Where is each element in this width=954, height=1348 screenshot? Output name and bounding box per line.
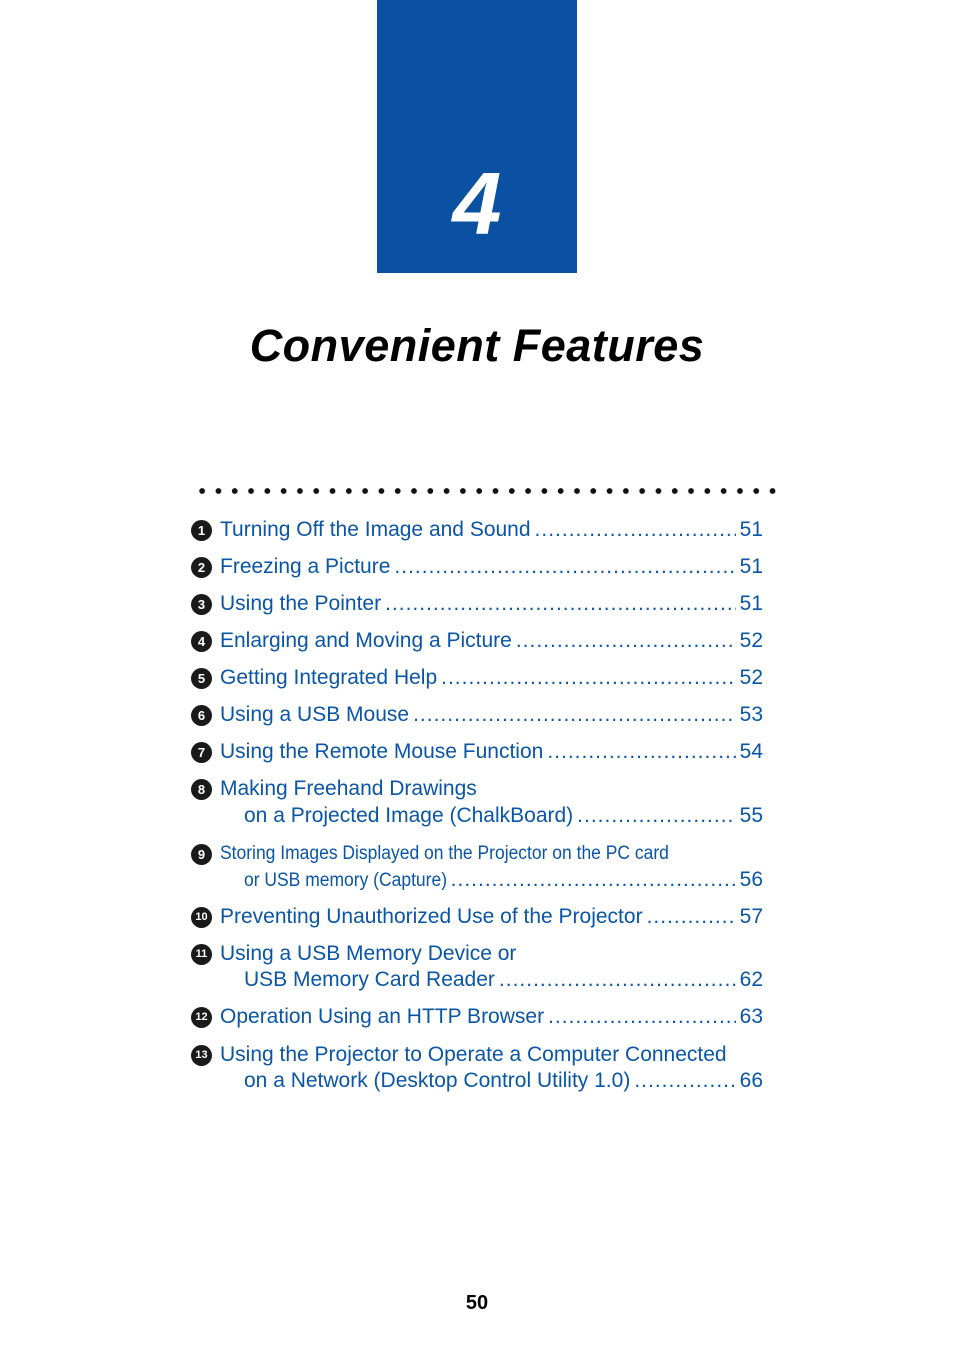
number-bullet-icon: 7 — [191, 742, 212, 763]
toc-entry-title: Storing Images Displayed on the Projector on the PC card — [220, 843, 669, 864]
toc-entry-title-continued: on a Projected Image (ChalkBoard) — [244, 804, 574, 827]
toc-entry-title: Operation Using an HTTP Browser — [220, 1005, 545, 1028]
number-bullet-icon: 5 — [191, 668, 212, 689]
toc-page-number: 63 — [739, 1005, 763, 1028]
toc-entry-title: Using a USB Mouse — [220, 703, 410, 726]
number-bullet-icon: 1 — [191, 520, 212, 541]
toc-entry-title: Using a USB Memory Device or — [220, 942, 517, 965]
number-bullet-icon: 9 — [191, 844, 212, 865]
dot-leader — [547, 739, 735, 765]
toc-page-number: 51 — [739, 555, 763, 578]
toc-page-number: 51 — [739, 518, 763, 541]
number-bullet-icon: 6 — [191, 705, 212, 726]
dot-leader — [516, 628, 736, 654]
toc-page-number: 52 — [739, 666, 763, 689]
toc-entry-title-continued: or USB memory (Capture) — [244, 870, 448, 891]
toc-page-number: 53 — [739, 703, 763, 726]
dot-leader — [441, 665, 736, 691]
number-bullet-icon: 4 — [191, 631, 212, 652]
dot-leader — [634, 1068, 735, 1094]
toc-page-number: 66 — [739, 1069, 763, 1092]
dot-leader — [548, 1004, 736, 1030]
dot-leader — [385, 591, 736, 617]
toc-page-number: 52 — [739, 629, 763, 652]
number-bullet-icon: 11 — [191, 944, 212, 965]
number-bullet-icon: 12 — [191, 1007, 212, 1028]
toc-entry-title: Getting Integrated Help — [220, 666, 438, 689]
toc-entry-title: Using the Projector to Operate a Computer Connected — [220, 1043, 727, 1066]
dot-leader — [647, 904, 736, 930]
toc-page-number: 57 — [739, 905, 763, 928]
page-number: 50 — [465, 1292, 489, 1314]
toc-page-number: 51 — [739, 592, 763, 615]
toc-page-number: 55 — [739, 804, 763, 827]
toc-entry-title: Turning Off the Image and Sound — [220, 518, 531, 541]
toc-entry-title: Enlarging and Moving a Picture — [220, 629, 512, 652]
toc-entry-title: Making Freehand Drawings — [220, 777, 477, 800]
toc-entry-title: Freezing a Picture — [220, 555, 391, 578]
number-bullet-icon: 10 — [191, 907, 212, 928]
dot-leader — [394, 554, 735, 580]
dot-leader — [499, 967, 736, 993]
number-bullet-icon: 3 — [191, 594, 212, 615]
toc-page-number: 62 — [739, 968, 763, 991]
toc-page-number: 54 — [739, 740, 763, 763]
toc-entry-title-continued: on a Network (Desktop Control Utility 1.0) — [244, 1069, 631, 1092]
toc-entry-title: Preventing Unauthorized Use of the Projector — [220, 905, 643, 928]
dot-leader — [577, 803, 735, 829]
number-bullet-icon: 13 — [191, 1045, 212, 1066]
dot-leader — [535, 517, 736, 543]
toc-page-number: 56 — [739, 868, 763, 891]
toc-entry-title: Using the Remote Mouse Function — [220, 740, 544, 763]
chapter-title: Convenient Features — [249, 320, 705, 371]
dot-leader — [413, 702, 736, 728]
chapter-number-block — [377, 0, 577, 273]
chapter-number: 4 — [452, 154, 502, 253]
number-bullet-icon: 8 — [191, 779, 212, 800]
dot-leader — [451, 867, 736, 893]
number-bullet-icon: 2 — [191, 557, 212, 578]
dotted-divider — [194, 486, 784, 496]
toc-entry-title: Using the Pointer — [220, 592, 382, 615]
toc-entry-title-continued: USB Memory Card Reader — [244, 968, 495, 991]
